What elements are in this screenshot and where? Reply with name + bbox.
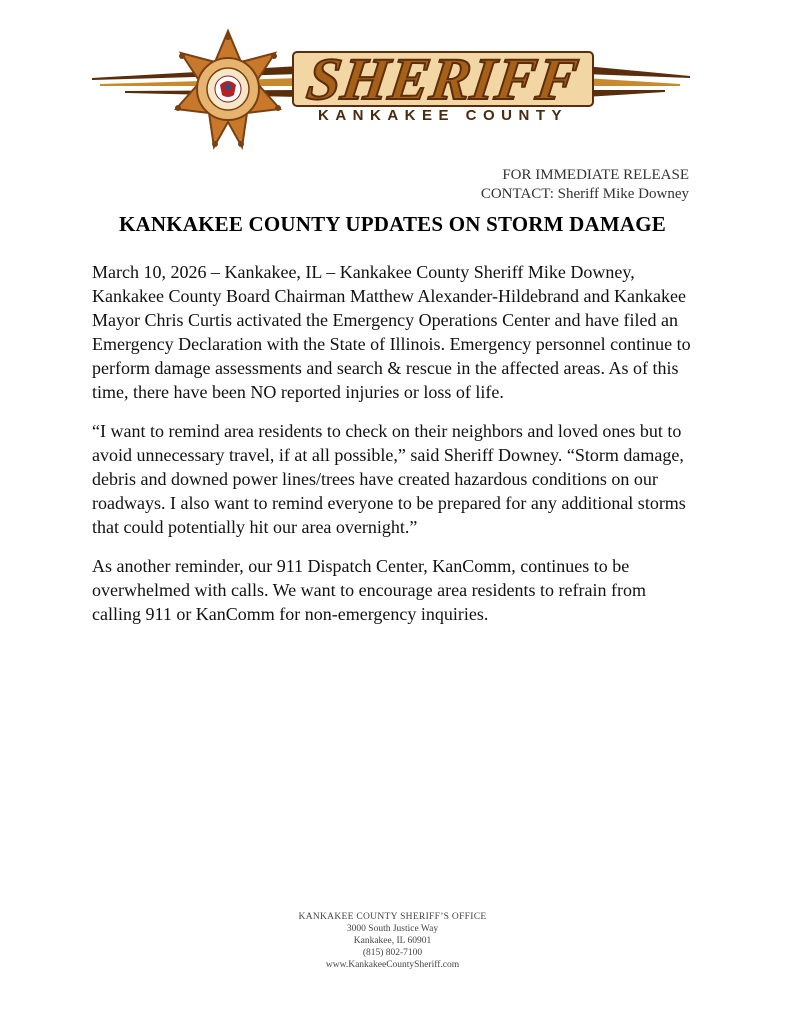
letterhead [0,0,785,160]
footer-address: 3000 South Justice Way [346,924,439,934]
press-release-body [92,260,697,641]
page-title: KANKAKEE COUNTY UPDATES ON STORM DAMAGE [118,212,667,236]
release-info [481,166,689,204]
release-label: FOR IMMEDIATE RELEASE [502,167,689,183]
star-badge-icon [175,31,281,147]
footer-website[interactable]: www.KankakeeCountySheriff.com [325,960,460,970]
paragraph-3: As another reminder, our 911 Dispatch Center, KanComm, continues to be overwhelmed with calls. We want to encourage area residents to refrain from calling 911 or KanComm for non-emergency inquiries. [92,556,647,624]
paragraph-2: “I want to remind area residents to check on their neighbors and loved ones but to avoid unnecessary travel, if at all possible,” said Sheriff Downey. “Storm damage, debris and downed power lines/trees have created hazardous conditions on our roadways. I also want to remind everyone to be prepared for any additional storms that could potentially hit our area overnight.” [92,421,686,537]
footer-city: Kankakee, IL 60901 [353,936,432,946]
footer-address-block [0,911,785,971]
paragraph-1: March 10, 2026 – Kankakee, IL – Kankakee County Sheriff Mike Downey, Kankakee County Board Chairman Matthew Alexander-Hildebrand and Kankakee Mayor Chris Curtis activated the Emergency Operations Center and have filed an Emergency Declaration with the State of Illinois. Emergency personnel continue to perform damage assessments and search & rescue in the affected areas. As of this time, there have been NO reported injuries or loss of life. [92,262,691,402]
footer-phone: (815) 802-7100 [362,948,423,958]
contact-line: CONTACT: Sheriff Mike Downey [480,186,689,202]
logo-subtitle: KANKAKEE COUNTY [317,107,568,124]
footer-org: KANKAKEE COUNTY SHERIFF’S OFFICE [298,912,487,922]
logo-wordmark: SHERIFF [303,46,583,112]
